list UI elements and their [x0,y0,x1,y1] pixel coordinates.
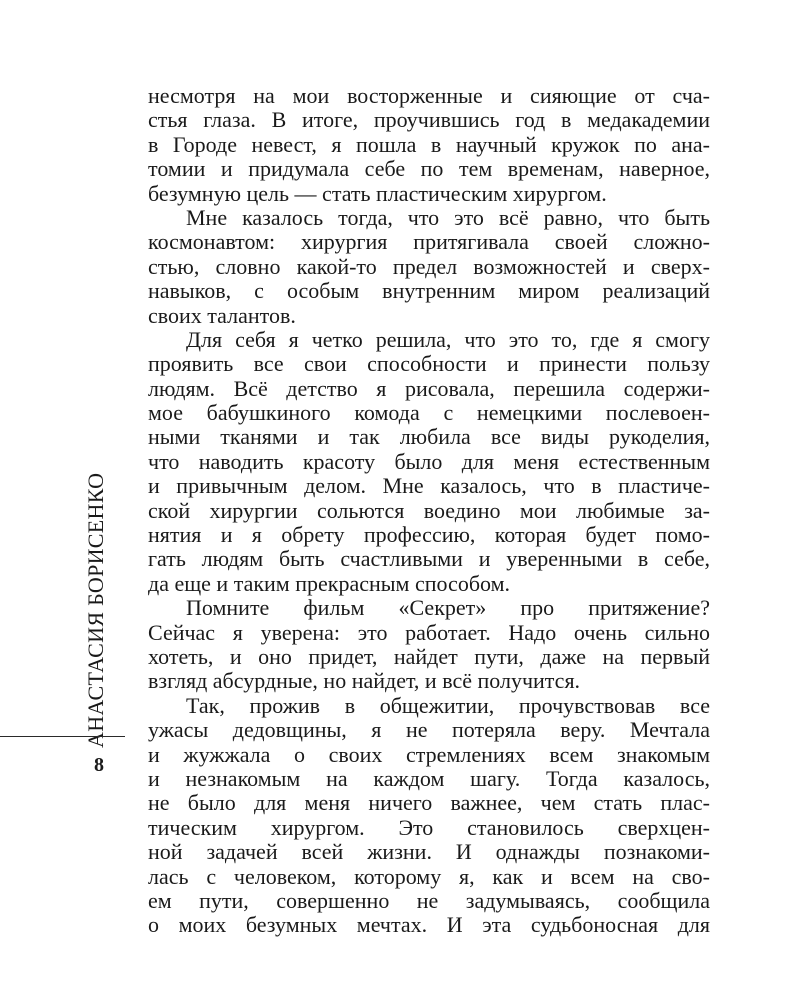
text-line: нятия и я обрету профессию, которая будет помо- [148,522,710,548]
text-line: и жужжала о своих стремлениях всем знакомым [148,741,710,767]
text-line: проявить все свои способности и принести пользу [148,351,710,377]
text-line: несмотря на мои восторженные и сияющие от сча- [148,83,710,108]
text-line: лась с человеком, которому я, как и всем на сво- [148,863,710,889]
text-line: стью, словно какой-то предел возможностей и сверх- [148,253,710,279]
margin-rule [0,736,125,737]
text-line: ем пути, совершенно не задумываясь, сообщила [148,887,710,913]
text-line: и незнакомым на каждом шагу. Тогда казалось, [148,765,710,791]
text-line: томии и придумала себе по тем временам, наверное, [148,156,710,182]
text-line: Помните фильм «Секрет» про притяжение? [186,595,710,621]
text-line: людям. Всё детство я рисовала, перешила содержи- [148,375,710,401]
running-head-author: АНАСТАСИЯ БОРИСЕНКО [83,472,108,748]
text-line: безумную цель — стать пластическим хирургом. [148,180,607,206]
text-line: Мне казалось тогда, что это всё равно, что быть [186,204,710,230]
body-text [148,84,710,938]
text-line: взгляд абсурдные, но найдет, и всё получится. [148,668,581,694]
text-line: мое бабушкиного комода с немецкими послевоен- [148,400,710,426]
text-line: гать людям быть счастливыми и уверенными в себе, [148,546,710,572]
text-line: хотеть, и оно придет, найдет пути, даже на первый [148,643,710,669]
text-line: тическим хирургом. Это становилось сверхцен- [148,814,710,840]
text-line: космонавтом: хирургия притягивала своей сложно- [148,229,710,255]
text-line: в Городе невест, я пошла в научный кружок по ана- [148,131,710,157]
text-line: Так, прожив в общежитии, прочувствовав все [186,692,710,718]
text-line: Сейчас я уверена: это работает. Надо очень сильно [148,619,710,645]
text-line: и привычным делом. Мне казалось, что в пластиче- [148,473,710,499]
text-line: ными тканями и так любила все виды рукоделия, [148,424,710,450]
text-line: навыков, с особым внутренним миром реализаций [148,278,710,304]
text-line: не было для меня ничего важнее, чем стать плас- [148,790,710,816]
text-line: своих талантов. [148,302,296,328]
text-line: ской хирургии сольются воедино мои любимые за- [148,497,710,523]
text-line: ной задачей всей жизни. И однажды познакоми- [148,839,710,865]
text-line: да еще и таким прекрасным способом. [148,570,511,596]
text-line: ужасы дедовщины, я не потеряла веру. Мечтала [148,717,710,743]
text-line: Для себя я четко решила, что это то, где я смогу [186,326,710,352]
text-line: стья глаза. В итоге, проучившись год в медакадемии [148,107,710,133]
text-line: о моих безумных мечтах. И эта судьбоносная для [148,912,710,938]
text-line: что наводить красоту было для меня естественным [148,448,710,474]
page-number: 8 [94,754,104,776]
